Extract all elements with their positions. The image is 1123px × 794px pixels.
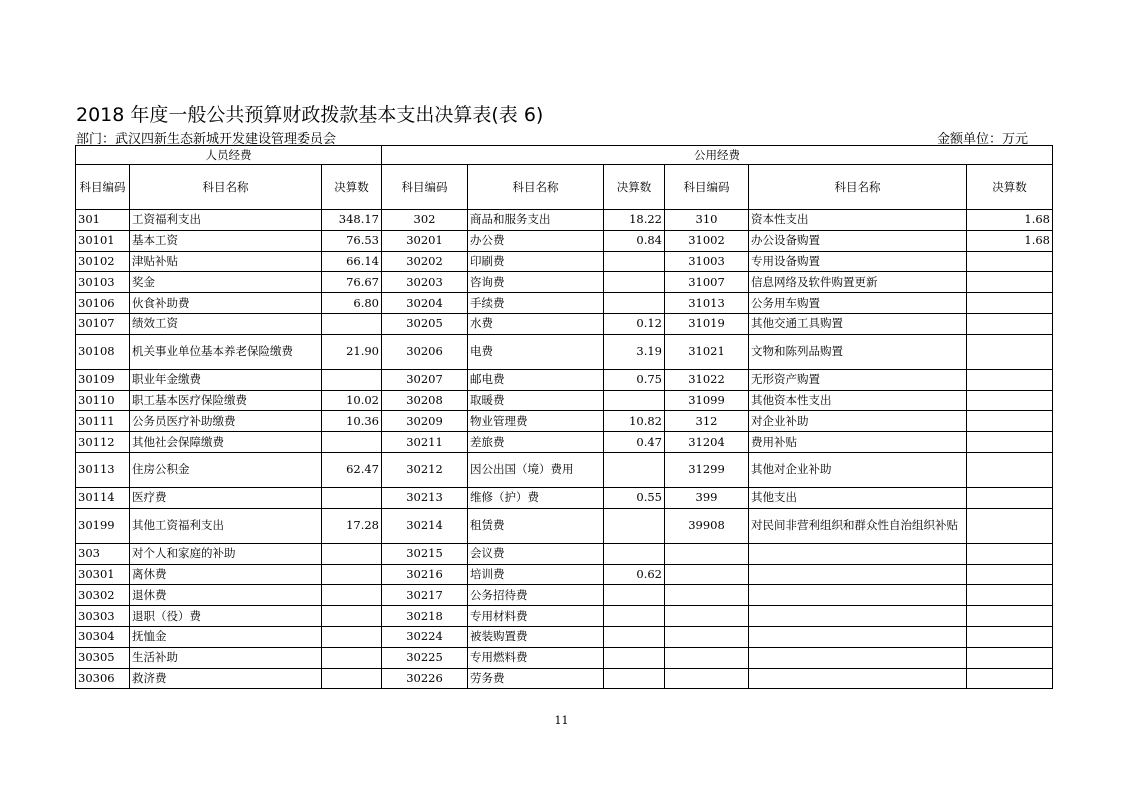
- expenditure-table: [75, 145, 1053, 689]
- cell-name: 住房公积金: [130, 452, 322, 487]
- public-section-header: 公用经费: [382, 146, 1053, 165]
- cell-amount: 10.02: [322, 390, 382, 411]
- cell-name: 被装购置费: [468, 626, 604, 647]
- cell-name: 生活补助: [130, 647, 322, 668]
- cell-code: 30303: [76, 606, 130, 627]
- cell-code: 31099: [665, 390, 749, 411]
- table-row: [76, 668, 1053, 689]
- col-header-amount: 决算数: [322, 165, 382, 210]
- cell-amount: [967, 585, 1053, 606]
- table-row: [76, 585, 1053, 606]
- cell-name: 其他交通工具购置: [749, 313, 967, 334]
- cell-code: 30204: [382, 293, 468, 314]
- cell-amount: [322, 432, 382, 453]
- col-header-code: 科目编码: [665, 165, 749, 210]
- cell-name: 医疗费: [130, 487, 322, 508]
- cell-amount: [322, 543, 382, 564]
- cell-name: 职业年金缴费: [130, 369, 322, 390]
- cell-code: 312: [665, 411, 749, 432]
- cell-name: 印刷费: [468, 251, 604, 272]
- department-label: 部门：武汉四新生态新城开发建设管理委员会: [76, 132, 337, 147]
- cell-amount: [967, 293, 1053, 314]
- col-header-code: 科目编码: [382, 165, 468, 210]
- cell-amount: [322, 585, 382, 606]
- amount-unit-label: 金额单位：万元: [936, 132, 1028, 147]
- cell-name: 无形资产购置: [749, 369, 967, 390]
- cell-name: 办公费: [468, 230, 604, 251]
- cell-amount: 1.68: [967, 230, 1053, 251]
- cell-amount: 17.28: [322, 508, 382, 543]
- cell-name: [749, 564, 967, 585]
- cell-name: 救济费: [130, 668, 322, 689]
- cell-amount: 6.80: [322, 293, 382, 314]
- cell-name: 专用燃料费: [468, 647, 604, 668]
- section-header-row: [76, 146, 1053, 165]
- cell-name: 其他对企业补助: [749, 452, 967, 487]
- cell-code: 303: [76, 543, 130, 564]
- cell-amount: [322, 369, 382, 390]
- cell-amount: 3.19: [604, 334, 665, 369]
- cell-name: [749, 626, 967, 647]
- report-title: 2018 年度一般公共预算财政拨款基本支出决算表(表 6): [76, 104, 544, 126]
- cell-name: [749, 585, 967, 606]
- cell-name: 水费: [468, 313, 604, 334]
- cell-name: 租赁费: [468, 508, 604, 543]
- cell-amount: [604, 585, 665, 606]
- cell-code: [665, 647, 749, 668]
- cell-name: 咨询费: [468, 272, 604, 293]
- cell-amount: [967, 390, 1053, 411]
- cell-amount: 66.14: [322, 251, 382, 272]
- cell-code: [665, 543, 749, 564]
- table-row: [76, 487, 1053, 508]
- cell-code: 30199: [76, 508, 130, 543]
- cell-code: 31002: [665, 230, 749, 251]
- cell-amount: [967, 334, 1053, 369]
- col-header-code: 科目编码: [76, 165, 130, 210]
- cell-code: 30103: [76, 272, 130, 293]
- cell-amount: [967, 452, 1053, 487]
- cell-amount: [967, 313, 1053, 334]
- cell-name: 信息网络及软件购置更新: [749, 272, 967, 293]
- cell-code: 30207: [382, 369, 468, 390]
- cell-name: 电费: [468, 334, 604, 369]
- cell-name: 绩效工资: [130, 313, 322, 334]
- table-row: [76, 411, 1053, 432]
- cell-amount: 0.55: [604, 487, 665, 508]
- cell-code: 30201: [382, 230, 468, 251]
- table-row: [76, 313, 1053, 334]
- cell-amount: 21.90: [322, 334, 382, 369]
- cell-amount: [967, 369, 1053, 390]
- cell-code: [665, 585, 749, 606]
- col-header-amount: 决算数: [604, 165, 665, 210]
- cell-name: 费用补贴: [749, 432, 967, 453]
- cell-code: 30211: [382, 432, 468, 453]
- cell-code: 30101: [76, 230, 130, 251]
- cell-amount: 76.53: [322, 230, 382, 251]
- cell-code: 301: [76, 210, 130, 231]
- cell-amount: 348.17: [322, 210, 382, 231]
- cell-name: 取暖费: [468, 390, 604, 411]
- table-row: [76, 452, 1053, 487]
- col-header-name: 科目名称: [468, 165, 604, 210]
- cell-amount: [967, 432, 1053, 453]
- cell-name: 商品和服务支出: [468, 210, 604, 231]
- table-row: [76, 369, 1053, 390]
- cell-code: 30108: [76, 334, 130, 369]
- cell-amount: [604, 543, 665, 564]
- table-row: [76, 210, 1053, 231]
- cell-name: 抚恤金: [130, 626, 322, 647]
- cell-name: 办公设备购置: [749, 230, 967, 251]
- cell-code: 30304: [76, 626, 130, 647]
- table-row: [76, 626, 1053, 647]
- cell-amount: 1.68: [967, 210, 1053, 231]
- cell-code: 31022: [665, 369, 749, 390]
- cell-name: 机关事业单位基本养老保险缴费: [130, 334, 322, 369]
- cell-name: 公务招待费: [468, 585, 604, 606]
- cell-amount: [967, 487, 1053, 508]
- cell-amount: [604, 508, 665, 543]
- cell-amount: [604, 668, 665, 689]
- table-row: [76, 272, 1053, 293]
- col-header-amount: 决算数: [967, 165, 1053, 210]
- cell-code: 30102: [76, 251, 130, 272]
- cell-amount: 62.47: [322, 452, 382, 487]
- cell-code: 30202: [382, 251, 468, 272]
- cell-code: 31013: [665, 293, 749, 314]
- table-row: [76, 251, 1053, 272]
- cell-code: 30205: [382, 313, 468, 334]
- cell-name: 资本性支出: [749, 210, 967, 231]
- cell-name: 对民间非营利组织和群众性自治组织补贴: [749, 508, 967, 543]
- cell-amount: [967, 508, 1053, 543]
- cell-name: 培训费: [468, 564, 604, 585]
- cell-code: 399: [665, 487, 749, 508]
- cell-name: 对企业补助: [749, 411, 967, 432]
- cell-code: 30225: [382, 647, 468, 668]
- cell-amount: 0.84: [604, 230, 665, 251]
- cell-code: 31019: [665, 313, 749, 334]
- table-row: [76, 293, 1053, 314]
- cell-name: 专用材料费: [468, 606, 604, 627]
- cell-name: 退职（役）费: [130, 606, 322, 627]
- cell-amount: [967, 251, 1053, 272]
- cell-amount: [967, 272, 1053, 293]
- cell-code: 31007: [665, 272, 749, 293]
- cell-name: 会议费: [468, 543, 604, 564]
- cell-code: 30203: [382, 272, 468, 293]
- cell-code: [665, 606, 749, 627]
- cell-code: 31204: [665, 432, 749, 453]
- cell-name: 邮电费: [468, 369, 604, 390]
- cell-code: 302: [382, 210, 468, 231]
- table-row: [76, 334, 1053, 369]
- table-row: [76, 543, 1053, 564]
- cell-amount: 10.36: [322, 411, 382, 432]
- table-row: [76, 390, 1053, 411]
- column-header-row: [76, 165, 1053, 210]
- cell-code: 30302: [76, 585, 130, 606]
- cell-name: 其他资本性支出: [749, 390, 967, 411]
- cell-code: 30305: [76, 647, 130, 668]
- cell-name: 因公出国（境）费用: [468, 452, 604, 487]
- cell-name: 差旅费: [468, 432, 604, 453]
- cell-name: 公务员医疗补助缴费: [130, 411, 322, 432]
- cell-amount: 0.75: [604, 369, 665, 390]
- cell-name: 工资福利支出: [130, 210, 322, 231]
- cell-amount: [604, 647, 665, 668]
- table-row: [76, 508, 1053, 543]
- cell-name: 基本工资: [130, 230, 322, 251]
- table-row: [76, 564, 1053, 585]
- cell-code: 30208: [382, 390, 468, 411]
- cell-amount: [967, 626, 1053, 647]
- cell-code: 30109: [76, 369, 130, 390]
- cell-amount: 0.12: [604, 313, 665, 334]
- cell-name: 物业管理费: [468, 411, 604, 432]
- cell-name: 津贴补贴: [130, 251, 322, 272]
- cell-code: 30113: [76, 452, 130, 487]
- cell-amount: [322, 564, 382, 585]
- col-header-name: 科目名称: [130, 165, 322, 210]
- cell-amount: [967, 543, 1053, 564]
- cell-name: 其他社会保障缴费: [130, 432, 322, 453]
- cell-code: 31021: [665, 334, 749, 369]
- cell-code: 31003: [665, 251, 749, 272]
- cell-code: 30114: [76, 487, 130, 508]
- cell-name: 维修（护）费: [468, 487, 604, 508]
- cell-code: 30214: [382, 508, 468, 543]
- cell-code: [665, 626, 749, 647]
- cell-code: 31299: [665, 452, 749, 487]
- cell-code: 30212: [382, 452, 468, 487]
- cell-name: 退休费: [130, 585, 322, 606]
- cell-amount: 0.62: [604, 564, 665, 585]
- cell-amount: 76.67: [322, 272, 382, 293]
- cell-name: 其他支出: [749, 487, 967, 508]
- cell-name: 其他工资福利支出: [130, 508, 322, 543]
- cell-name: [749, 668, 967, 689]
- cell-amount: [322, 647, 382, 668]
- table-row: [76, 647, 1053, 668]
- cell-name: [749, 647, 967, 668]
- cell-code: 30209: [382, 411, 468, 432]
- cell-name: 公务用车购置: [749, 293, 967, 314]
- cell-amount: [604, 626, 665, 647]
- cell-code: 30111: [76, 411, 130, 432]
- cell-amount: [322, 626, 382, 647]
- cell-amount: [604, 293, 665, 314]
- cell-code: 30107: [76, 313, 130, 334]
- cell-code: 30224: [382, 626, 468, 647]
- cell-amount: [604, 272, 665, 293]
- cell-code: 30110: [76, 390, 130, 411]
- cell-code: 310: [665, 210, 749, 231]
- cell-name: [749, 543, 967, 564]
- table-row: [76, 606, 1053, 627]
- cell-code: 30218: [382, 606, 468, 627]
- cell-code: [665, 668, 749, 689]
- page-number: 11: [554, 714, 569, 727]
- cell-amount: [604, 251, 665, 272]
- cell-amount: [967, 564, 1053, 585]
- cell-amount: [967, 668, 1053, 689]
- personnel-section-header: 人员经费: [76, 146, 382, 165]
- cell-code: 30206: [382, 334, 468, 369]
- cell-amount: [322, 606, 382, 627]
- cell-amount: [604, 452, 665, 487]
- cell-name: [749, 606, 967, 627]
- cell-amount: [967, 606, 1053, 627]
- cell-code: 30301: [76, 564, 130, 585]
- cell-code: 30217: [382, 585, 468, 606]
- cell-name: 离休费: [130, 564, 322, 585]
- cell-code: 30215: [382, 543, 468, 564]
- cell-amount: [604, 390, 665, 411]
- cell-amount: [322, 313, 382, 334]
- cell-name: 对个人和家庭的补助: [130, 543, 322, 564]
- cell-amount: [967, 411, 1053, 432]
- cell-name: 手续费: [468, 293, 604, 314]
- cell-code: 30216: [382, 564, 468, 585]
- cell-name: 伙食补助费: [130, 293, 322, 314]
- cell-code: 30226: [382, 668, 468, 689]
- cell-name: 职工基本医疗保险缴费: [130, 390, 322, 411]
- cell-code: 30106: [76, 293, 130, 314]
- cell-name: 文物和陈列品购置: [749, 334, 967, 369]
- cell-amount: 18.22: [604, 210, 665, 231]
- cell-code: [665, 564, 749, 585]
- cell-amount: [322, 487, 382, 508]
- col-header-name: 科目名称: [749, 165, 967, 210]
- cell-amount: [604, 606, 665, 627]
- cell-amount: [967, 647, 1053, 668]
- cell-amount: 0.47: [604, 432, 665, 453]
- cell-name: 奖金: [130, 272, 322, 293]
- cell-code: 30112: [76, 432, 130, 453]
- cell-code: 30306: [76, 668, 130, 689]
- cell-amount: 10.82: [604, 411, 665, 432]
- cell-code: 30213: [382, 487, 468, 508]
- cell-amount: [322, 668, 382, 689]
- cell-name: 专用设备购置: [749, 251, 967, 272]
- cell-code: 39908: [665, 508, 749, 543]
- cell-name: 劳务费: [468, 668, 604, 689]
- table-row: [76, 432, 1053, 453]
- table-row: [76, 230, 1053, 251]
